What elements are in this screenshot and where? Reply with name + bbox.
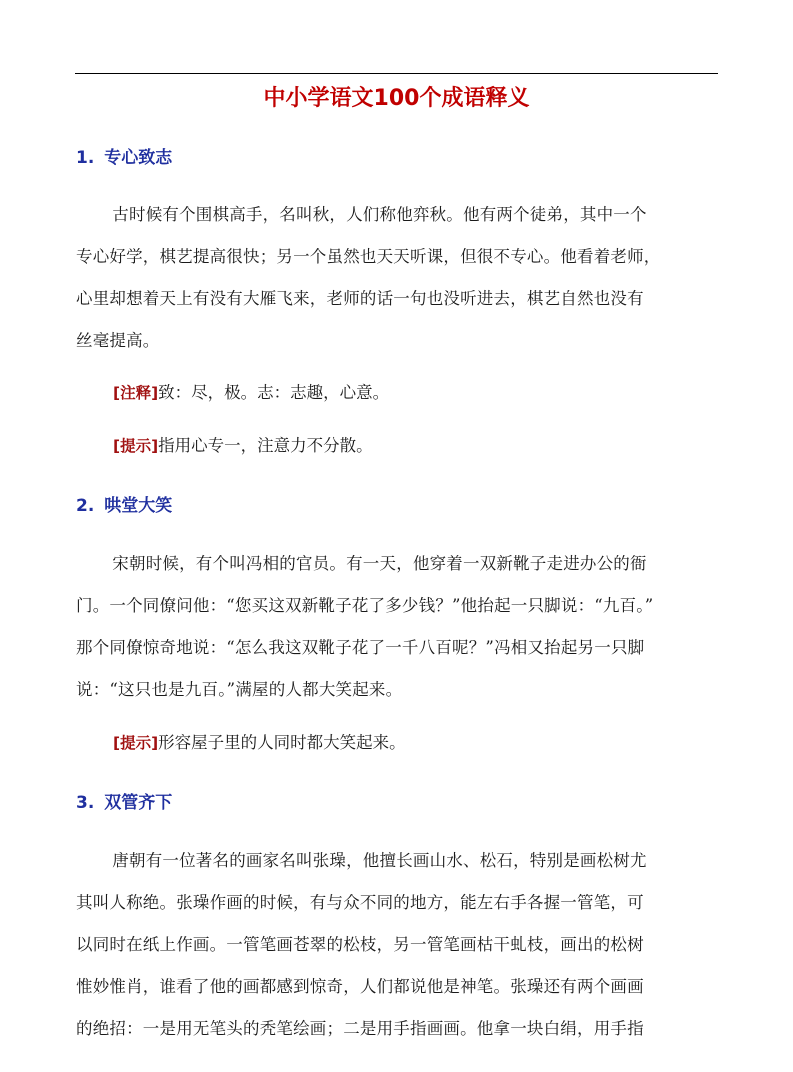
section-title: 专心致志 [104,148,173,168]
paragraph-line: 门。一个同僚问他：“您买这双新靴子花了多少钱？”他抬起一只脚说：“九百。” [76,596,654,615]
paragraph-line: 惟妙惟肖，谁看了他的画都感到惊奇，人们都说他是神笔。张璪还有两个画画 [76,977,644,996]
annotation-note [113,380,389,406]
section-paragraph-1 [76,194,719,362]
section-number: 1. [76,148,95,168]
paragraph-line: 心里却想着天上有没有大雁飞来，老师的话一句也没听进去，棋艺自然也没有 [76,289,644,308]
hint-note [113,433,373,459]
document-title: 中小学语文100个成语释义 [263,86,530,111]
paragraph-line: 其叫人称绝。张璪作画的时候，有与众不同的地方，能左右手各握一管笔，可 [76,893,644,912]
note-text: 形容屋子里的人同时都大笑起来。 [158,733,406,752]
paragraph-line: 唐朝有一位著名的画家名叫张璪，他擅长画山水、松石，特别是画松树尤 [112,851,647,870]
note-text: 致：尽，极。志：志趣，心意。 [158,383,390,402]
paragraph-line: 的绝招：一是用无笔头的秃笔绘画；二是用手指画画。他拿一块白绢，用手指 [76,1019,644,1038]
hint-note [113,730,406,756]
note-tag: [提示] [113,734,159,752]
paragraph-line: 宋朝时候，有个叫冯相的官员。有一天，他穿着一双新靴子走进办公的衙 [112,554,647,573]
section-heading-3 [76,791,172,815]
section-number: 2. [76,496,95,516]
section-paragraph-3 [76,840,719,1050]
paragraph-line: 专心好学，棋艺提高很快；另一个虽然也天天听课，但很不专心。他看着老师， [76,247,661,266]
section-heading-1 [76,146,172,170]
paragraph-line: 以同时在纸上作画。一管笔画苍翠的松枝，另一管笔画枯干虬枝，画出的松树 [76,935,644,954]
section-title: 哄堂大笑 [104,496,173,516]
paragraph-line: 古时候有个围棋高手，名叫秋，人们称他弈秋。他有两个徒弟，其中一个 [112,205,647,224]
section-title: 双管齐下 [104,793,173,813]
note-tag: [提示] [113,437,159,455]
note-text: 指用心专一，注意力不分散。 [158,436,373,455]
section-heading-2 [76,494,172,518]
section-number: 3. [76,793,95,813]
paragraph-line: 说：“这只也是九百。”满屋的人都大笑起来。 [76,680,403,699]
header-rule [75,73,718,74]
section-paragraph-2 [76,543,719,711]
paragraph-line: 那个同僚惊奇地说：“怎么我这双靴子花了一千八百呢？”冯相又抬起另一只脚 [76,638,645,657]
note-tag: [注释] [113,384,159,402]
paragraph-line: 丝毫提高。 [76,331,160,350]
